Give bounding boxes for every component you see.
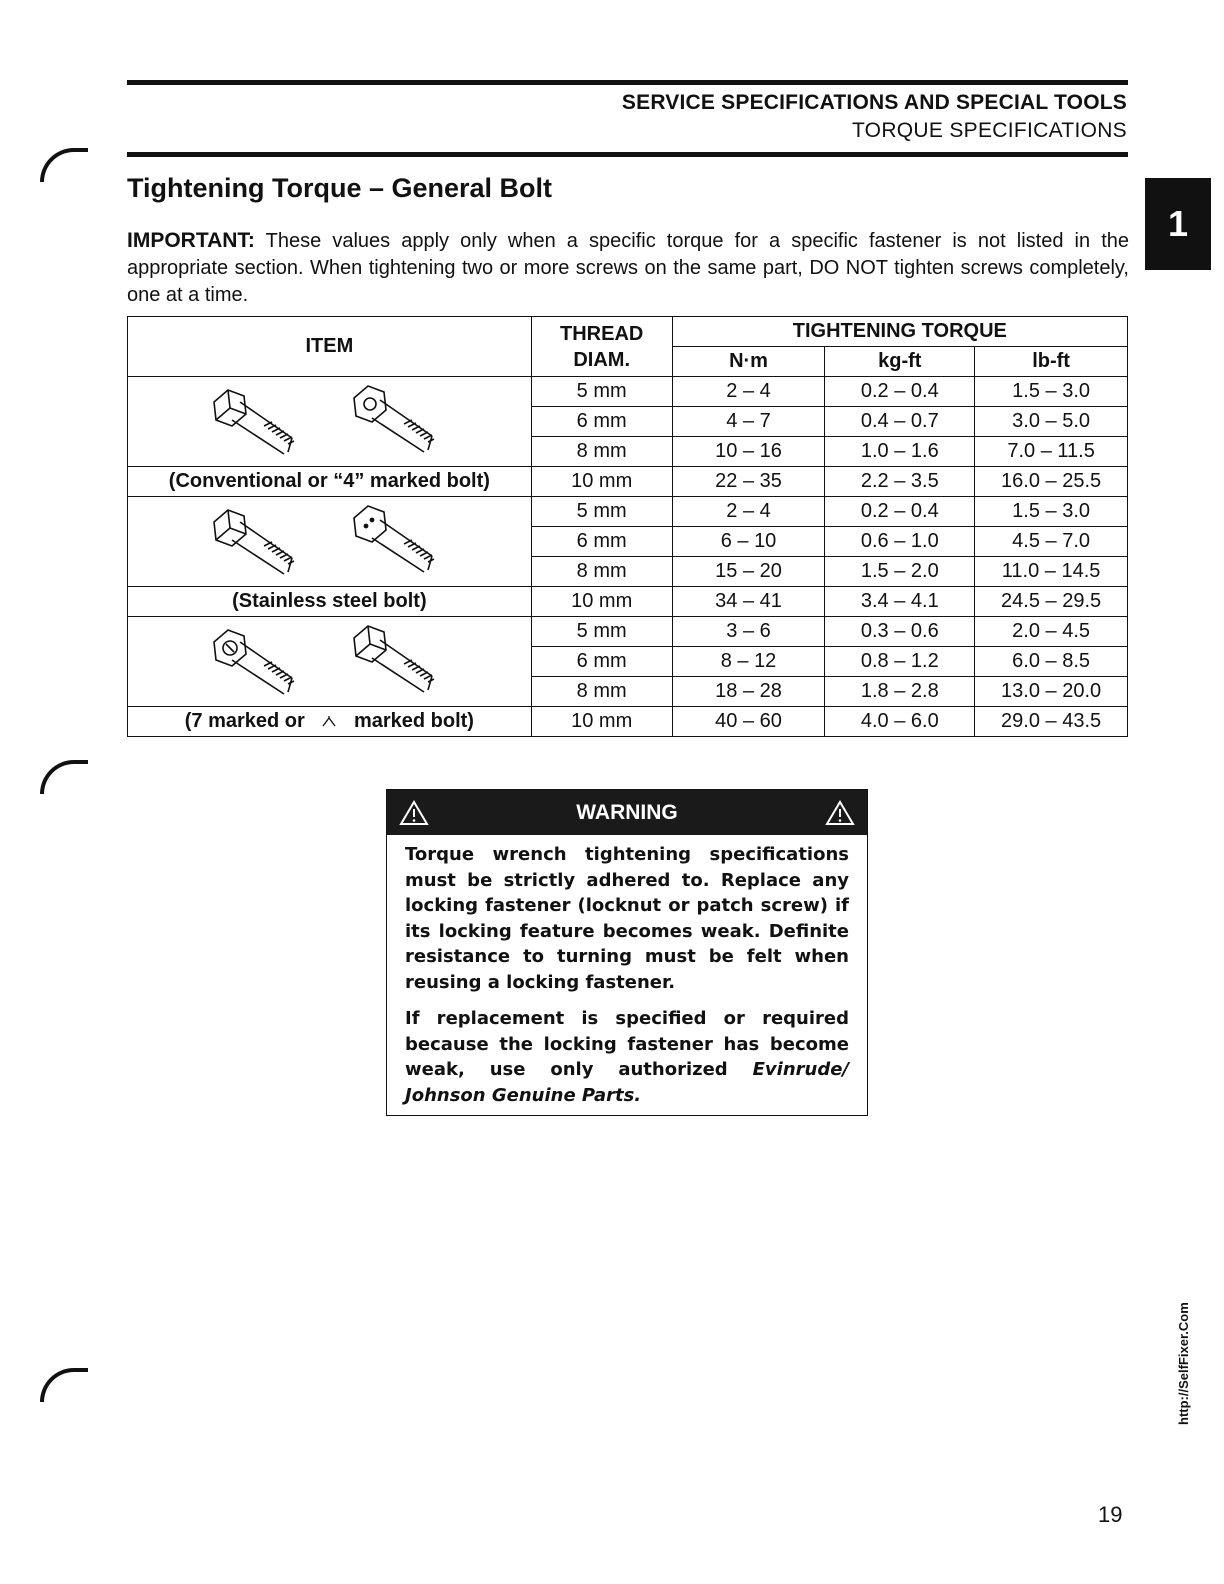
cell-lbft: 1.5 – 3.0 [975,497,1128,527]
cell-lbft: 24.5 – 29.5 [975,587,1128,617]
cell-kgft: 3.4 – 4.1 [825,587,975,617]
cell-diam: 5 mm [531,617,672,647]
cell-nm: 6 – 10 [672,527,825,557]
warning-paragraph-2-text: If replacement is specified or required because the locking fastener has become weak, use only authorized [405,1008,849,1080]
header-thread-diam: THREAD DIAM. [531,317,672,377]
warning-paragraph-1: Torque wrench tightening specifications must be strictly adhered to. Replace any locking fastener (locknut or patch screw) if its locking feature becomes weak. Definite resistance to turning must be felt when reusing a locking fastener. [405,844,849,993]
cell-nm: 15 – 20 [672,557,825,587]
cell-kgft: 1.0 – 1.6 [825,437,975,467]
cell-nm: 40 – 60 [672,707,825,737]
header-subtitle: TORQUE SPECIFICATIONS [851,119,1127,142]
header-bottom-rule [127,152,1128,157]
cell-diam: 8 mm [531,437,672,467]
cell-diam: 6 mm [531,647,672,677]
warning-paragraph-2 [405,1006,849,1108]
important-text: These values apply only when a specific torque for a specific fastener is not listed in the appropriate section. When tightening two or more screws on the same part, DO NOT tighten screws completely, one at a time. [127,230,1129,306]
cell-lbft: 11.0 – 14.5 [975,557,1128,587]
cell-nm: 18 – 28 [672,677,825,707]
chapter-tab: 1 [1145,178,1211,270]
table-row [128,377,1128,407]
table-row [128,467,1128,497]
section-title: Tightening Torque – General Bolt [127,173,553,203]
cell-diam: 5 mm [531,497,672,527]
group-label-conventional: (Conventional or “4” marked bolt) [128,467,532,497]
binder-hole-mark-middle [40,760,88,794]
stainless-bolt-illustration [128,497,532,587]
cell-kgft: 0.4 – 0.7 [825,407,975,437]
cell-lbft: 4.5 – 7.0 [975,527,1128,557]
cell-nm: 3 – 6 [672,617,825,647]
cell-kgft: 0.3 – 0.6 [825,617,975,647]
marked-bolt-illustration [128,617,532,707]
cell-lbft: 6.0 – 8.5 [975,647,1128,677]
cell-lbft: 3.0 – 5.0 [975,407,1128,437]
cell-kgft: 0.2 – 0.4 [825,377,975,407]
group-label-suffix: marked bolt) [353,710,474,732]
bolt-icon [194,620,464,704]
warning-triangle-icon [825,800,855,826]
cell-diam: 6 mm [531,407,672,437]
header-nm: N·m [672,347,825,377]
warning-triangle-icon [399,800,429,826]
cell-kgft: 1.8 – 2.8 [825,677,975,707]
cell-diam: 10 mm [531,707,672,737]
cell-diam: 10 mm [531,467,672,497]
group-label-marked [128,707,532,737]
torque-table [127,316,1128,737]
cell-kgft: 0.8 – 1.2 [825,647,975,677]
cell-diam: 6 mm [531,527,672,557]
warning-header [387,790,867,835]
genuine-parts-text: Evinrude/ Johnson Genuine Parts. [405,1059,849,1106]
header-lbft: lb-ft [975,347,1128,377]
cell-nm: 8 – 12 [672,647,825,677]
cell-diam: 8 mm [531,677,672,707]
cell-diam: 8 mm [531,557,672,587]
page-number: 19 [1098,1502,1123,1527]
warning-box [386,789,868,1116]
watermark-url: http://SelfFixer.Com [1176,1302,1191,1425]
conventional-bolt-illustration [128,377,532,467]
group-label-stainless: (Stainless steel bolt) [128,587,532,617]
cell-nm: 2 – 4 [672,497,825,527]
table-row [128,617,1128,647]
cell-lbft: 29.0 – 43.5 [975,707,1128,737]
important-label: IMPORTANT: [127,229,255,252]
cell-lbft: 7.0 – 11.5 [975,437,1128,467]
cell-nm: 22 – 35 [672,467,825,497]
cell-kgft: 2.2 – 3.5 [825,467,975,497]
binder-hole-mark-top [40,148,88,182]
cell-nm: 2 – 4 [672,377,825,407]
group-label-prefix: (7 marked or [184,710,305,732]
cell-diam: 5 mm [531,377,672,407]
table-row [128,707,1128,737]
bolt-icon [194,380,464,464]
cell-lbft: 16.0 – 25.5 [975,467,1128,497]
header-title: SERVICE SPECIFICATIONS AND SPECIAL TOOLS [621,91,1127,114]
radial-mark-icon [318,715,340,729]
warning-body [387,835,867,1108]
cell-kgft: 0.2 – 0.4 [825,497,975,527]
bolt-icon [194,500,464,584]
header-top-rule [127,80,1128,85]
table-row [128,497,1128,527]
cell-lbft: 1.5 – 3.0 [975,377,1128,407]
cell-nm: 10 – 16 [672,437,825,467]
binder-hole-mark-bottom [40,1368,88,1402]
cell-nm: 34 – 41 [672,587,825,617]
cell-lbft: 13.0 – 20.0 [975,677,1128,707]
cell-kgft: 1.5 – 2.0 [825,557,975,587]
table-row [128,587,1128,617]
cell-lbft: 2.0 – 4.5 [975,617,1128,647]
header-tightening-torque: TIGHTENING TORQUE [672,317,1127,347]
cell-kgft: 4.0 – 6.0 [825,707,975,737]
header-item: ITEM [128,317,532,377]
cell-diam: 10 mm [531,587,672,617]
header-kgft: kg-ft [825,347,975,377]
cell-kgft: 0.6 – 1.0 [825,527,975,557]
warning-title: WARNING [576,800,678,824]
important-note [127,227,1129,309]
cell-nm: 4 – 7 [672,407,825,437]
